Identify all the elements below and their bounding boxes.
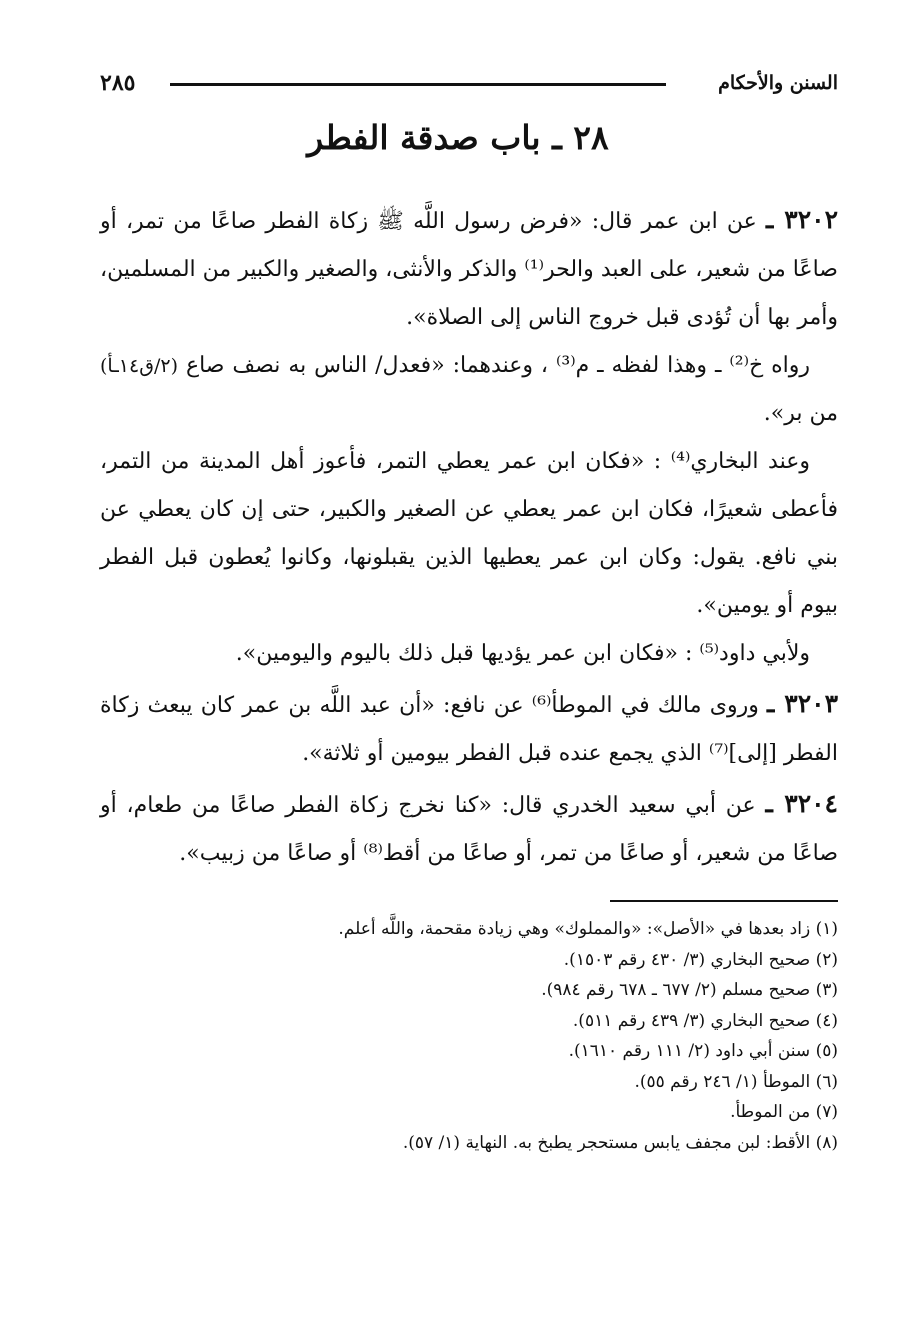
footnote: (٣) صحيح مسلم (٢/ ٦٧٧ ـ ٦٧٨ رقم ٩٨٤). [541,980,838,1000]
manuscript-reference: (٢/ق١٤ـأ) [100,355,178,377]
hadith-number: ٣٢٠٣ ـ [767,689,839,718]
page-number: ٢٨٥ [100,70,136,96]
footnote: (٢) صحيح البخاري (٣/ ٤٣٠ رقم ١٥٠٣). [563,949,838,970]
hadith-number: ٣٢٠٢ ـ [766,205,838,234]
footnotes [100,914,838,1158]
header-rule [170,83,666,86]
hadith-text: وروى مالك في الموطأ⁽⁶⁾ عن نافع: «أن عبد اللَّه بن عمر كان يبعث زكاة الفطر [إلى]⁽⁷⁾ الذي يجمع عنده قبل الفطر بيومين أو ثلاثة». [100,693,838,766]
takhrij-end: من بر». [763,401,838,426]
footnote: (١) زاد بعدها في «الأصل»: «والمملوك» وهي زيادة مقحمة، واللَّه أعلم. [338,919,838,939]
takhrij-text: رواه خ⁽²⁾ ـ وهذا لفظه ـ م⁽³⁾ ، وعندهما: «فعدل/ الناس به نصف صاع [185,353,811,378]
footnote: (٧) من الموطأ. [730,1102,838,1122]
hadith-text: عن أبي سعيد الخدري قال: «كنا نخرج زكاة الفطر صاعًا من طعام، أو صاعًا من شعير، أو صاعًا من تمر، أو صاعًا من أقط⁽⁸⁾ أو صاعًا من زبيب». [100,793,838,866]
abu-dawud-paragraph: ولأبي داود⁽⁵⁾ : «فكان ابن عمر يؤديها قبل ذلك باليوم واليومين». [235,641,810,666]
hadith-3202 [100,196,838,342]
main-text [100,196,838,878]
footnote: (٤) صحيح البخاري (٣/ ٤٣٩ رقم ٥١١). [572,1010,838,1031]
footnote: (٨) الأقط: لبن مجفف يابس مستحجر يطبخ به. النهاية (١/ ٥٧). [402,1132,838,1153]
hadith-number: ٣٢٠٤ ـ [765,789,838,818]
takhrij-paragraph [100,342,838,438]
footnote: (٦) الموطأ (١/ ٢٤٦ رقم ٥٥). [634,1071,838,1092]
hadith-text: عن ابن عمر قال: «فرض رسول اللَّه ﷺ زكاة الفطر صاعًا من تمر، أو صاعًا من شعير، على العبد والحر⁽¹⁾ والذكر والأنثى، والصغير والكبير من المسلمين، وأمر بها أن تُؤدى قبل خروج الناس إلى الصلاة». [100,209,838,330]
hadith-3203 [100,680,838,778]
footnote-separator [610,900,838,902]
book-title: السنن والأحكام [718,72,838,94]
chapter-title: ٢٨ ـ باب صدقة الفطر [307,118,609,157]
bukhari-paragraph: وعند البخاري⁽⁴⁾ : «فكان ابن عمر يعطي التمر، فأعوز أهل المدينة من التمر، فأعطى شعيرًا، فكان ابن عمر يعطي عن الصغير والكبير، حتى إن كان يعطي عن بني نافع. يقول: وكان ابن عمر يعطيها الذين يقبلونها، وكانوا يُعطون قبل الفطر بيوم أو يومين». [100,449,838,618]
page-header [100,70,838,100]
footnote: (٥) سنن أبي داود (٢/ ١١١ رقم ١٦١٠). [568,1041,838,1061]
hadith-3204 [100,780,838,878]
